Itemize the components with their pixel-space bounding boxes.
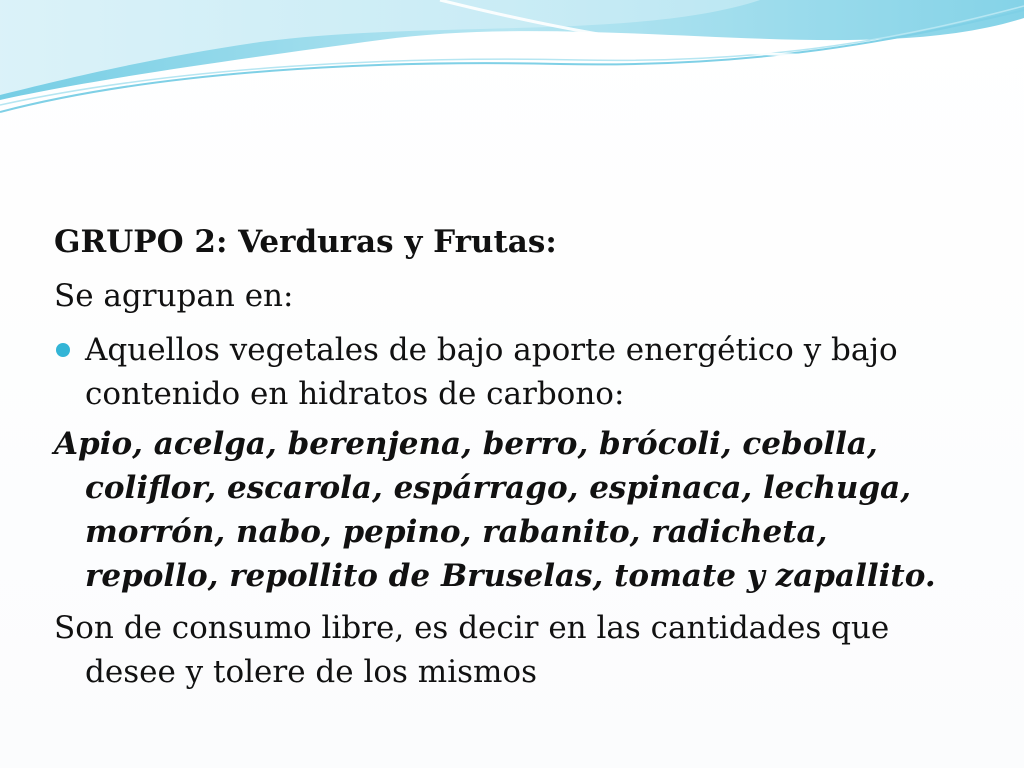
vegetable-list: Apio, acelga, berenjena, berro, brócoli, cebolla, coliflor, escarola, espárrago, espinaca, lechuga, morrón, nabo, pepino, rabanito, radicheta, repollo, repollito de Bruselas, tomate y zapallito. [54,426,936,594]
closing-text: Son de consumo libre, es decir en las cantidades que desee y tolere de los mismos [54,610,890,690]
bullet-item [54,328,954,416]
slide-body [54,220,954,694]
wave-header-decoration [0,0,1024,130]
bullet-dot-icon [56,343,70,357]
slide-heading: GRUPO 2: Verduras y Frutas: [54,224,557,260]
intro-text: Se agrupan en: [54,278,294,314]
bullet-text: Aquellos vegetales de bajo aporte energético y bajo contenido en hidratos de carbono: [85,332,898,412]
